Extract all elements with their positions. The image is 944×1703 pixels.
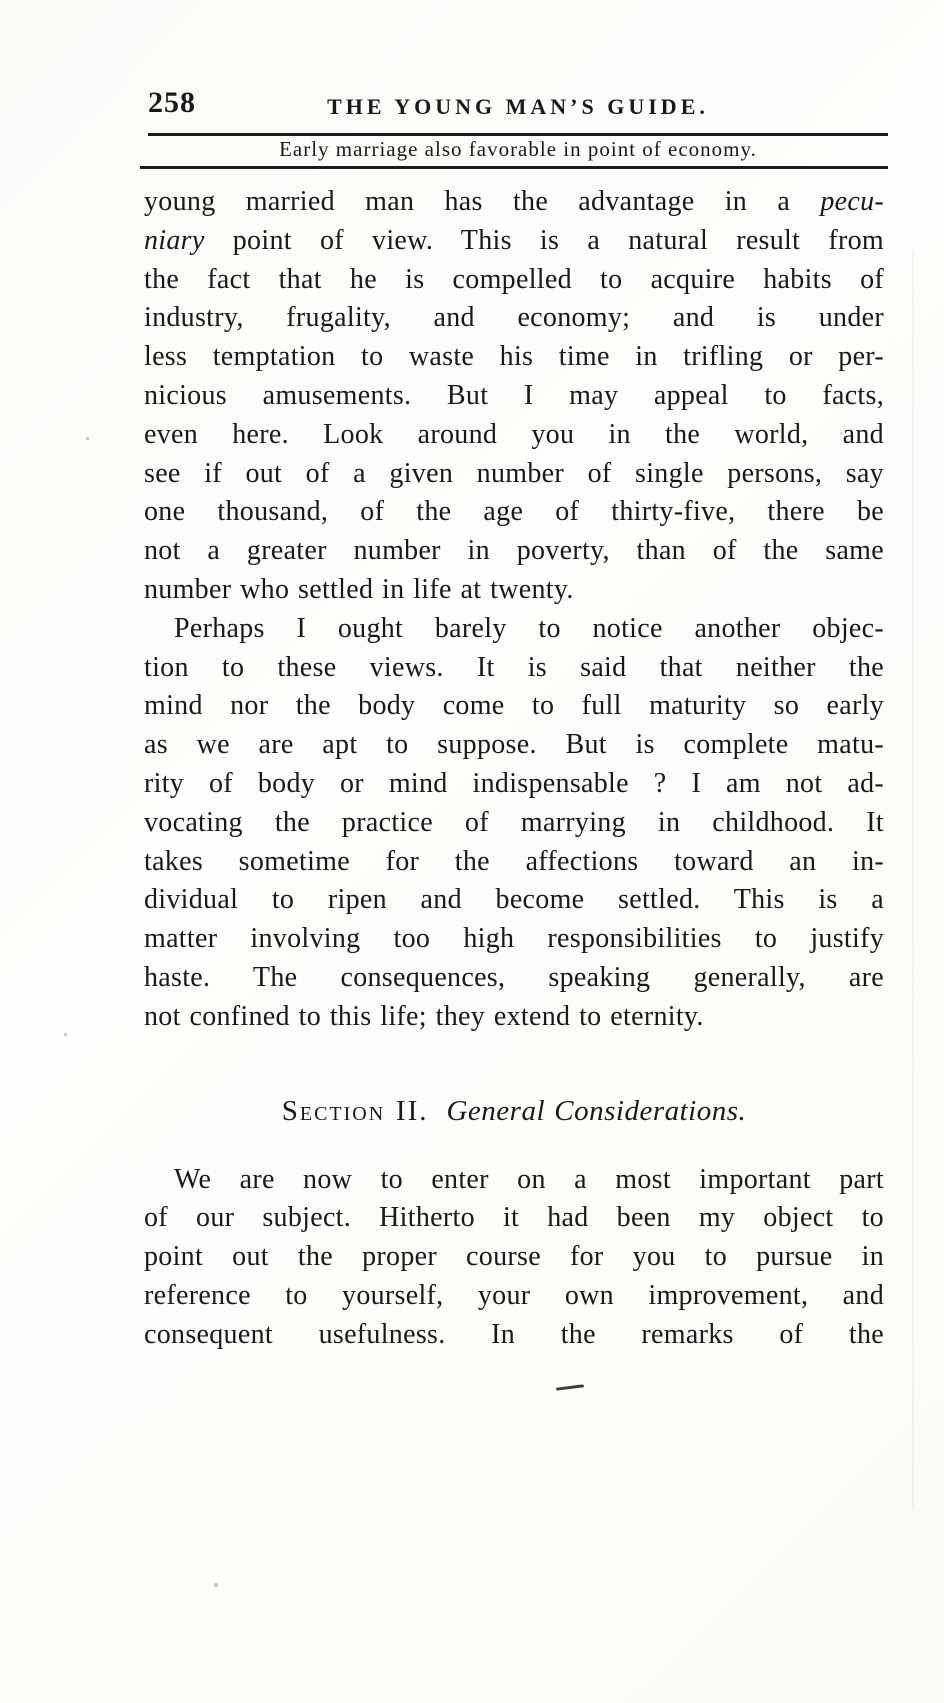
text-line: see if out of a given number of single persons, say (144, 457, 884, 489)
text-line: as we are apt to suppose. But is complete matu- (144, 729, 884, 761)
text-line: point out the proper course for you to pursue in (144, 1241, 884, 1273)
text-line: number who settled in life at twenty. (144, 573, 574, 605)
text-line: niary point of view. This is a natural result from (144, 224, 884, 256)
text-line: consequent usefulness. In the remarks of the (144, 1318, 884, 1350)
scan-edge-line (912, 250, 914, 1510)
text-line: young married man has the advantage in a pecu- (144, 186, 884, 217)
text-line: matter involving too high responsibilities to justify (144, 923, 884, 955)
scan-artifact-dot (86, 437, 89, 440)
scan-artifact-dash (556, 1384, 584, 1390)
text-line: vocating the practice of marrying in childhood. It (144, 806, 884, 838)
scan-artifact-dot (64, 1033, 67, 1036)
section-heading (144, 1089, 884, 1133)
text-line: industry, frugality, and economy; and is under (144, 302, 884, 334)
paragraph (144, 183, 884, 610)
text-line: one thousand, of the age of thirty-five, there be (144, 496, 884, 528)
text-line: takes sometime for the affections toward an in- (144, 845, 884, 877)
paragraph (144, 1161, 884, 1355)
text-line: of our subject. Hitherto it had been my object to (144, 1202, 884, 1234)
text-line: nicious amusements. But I may appeal to facts, (144, 379, 884, 411)
page-title: THE YOUNG MAN’S GUIDE. (327, 94, 709, 119)
text-line: not a greater number in poverty, than of the same (144, 535, 884, 567)
text-line: haste. The consequences, speaking generally, are (144, 961, 884, 993)
text-line: mind nor the body come to full maturity so early (144, 690, 884, 722)
header-rule-top (148, 133, 888, 136)
scan-artifact-dot (214, 1583, 218, 1587)
body-text (144, 183, 884, 1355)
text-line: even here. Look around you in the world, and (144, 418, 884, 450)
section-title: General Considerations. (446, 1094, 747, 1127)
running-head: Early marriage also favorable in point of economy. (279, 137, 757, 161)
text-line: dividual to ripen and become settled. This is a (144, 884, 884, 916)
section-label: Section II. (281, 1094, 429, 1127)
text-line: rity of body or mind indispensable ? I am not ad- (144, 767, 884, 799)
page-number: 258 (148, 86, 196, 119)
header-rule-bottom (140, 166, 888, 169)
text-line: Perhaps I ought barely to notice another objec- (174, 612, 884, 644)
text-line: not confined to this life; they extend to eternity. (144, 1000, 704, 1032)
text-line: the fact that he is compelled to acquire habits of (144, 263, 884, 295)
text-line: We are now to enter on a most important part (174, 1163, 884, 1195)
text-line: reference to yourself, your own improvement, and (144, 1279, 884, 1311)
paragraph (144, 610, 884, 1037)
text-line: less temptation to waste his time in trifling or per- (144, 341, 884, 373)
text-line: tion to these views. It is said that neither the (144, 651, 884, 683)
